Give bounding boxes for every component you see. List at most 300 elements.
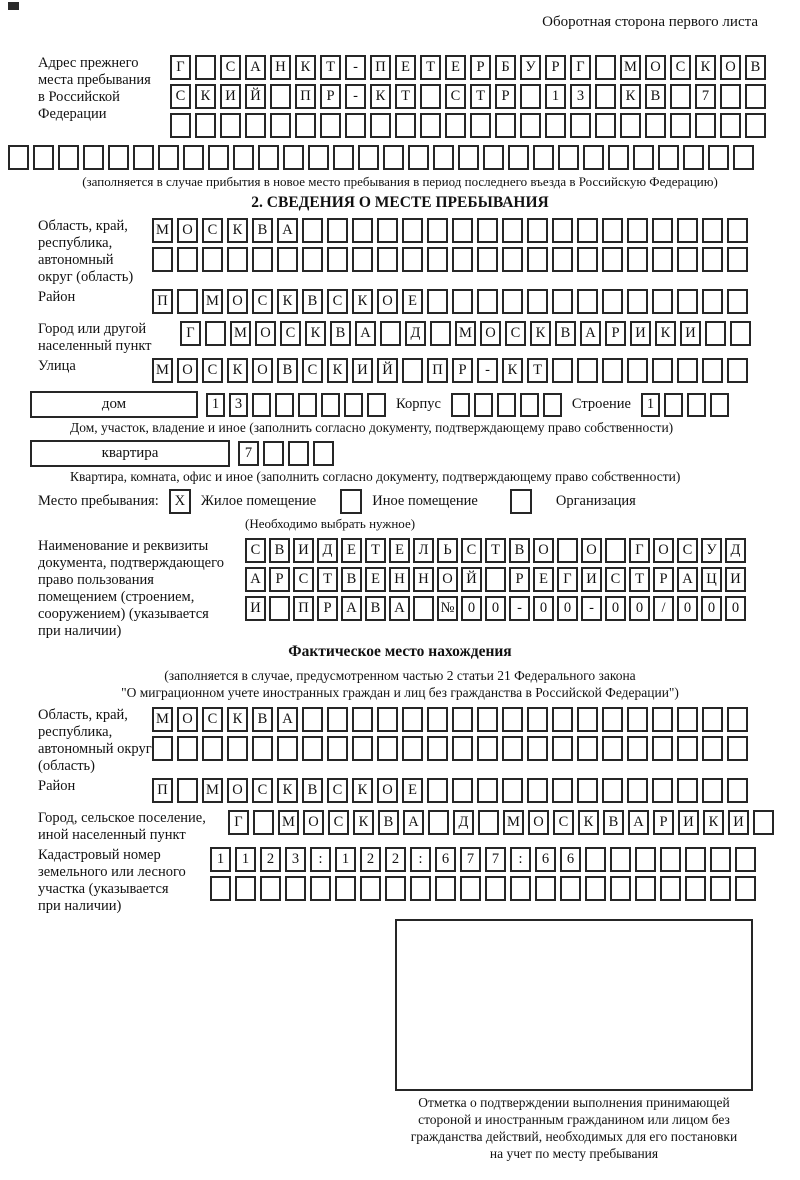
grid-cell: П bbox=[293, 596, 314, 621]
grid-cell bbox=[533, 145, 554, 170]
grid-cell bbox=[702, 736, 723, 761]
grid-cell: 2 bbox=[385, 847, 406, 872]
grid-cell: А bbox=[341, 596, 362, 621]
grid-cell: Т bbox=[420, 55, 441, 80]
grid-cell bbox=[430, 321, 451, 346]
grid-cell bbox=[410, 876, 431, 901]
grid-cell: А bbox=[245, 567, 266, 592]
grid-cell bbox=[652, 289, 673, 314]
grid-cell bbox=[577, 358, 598, 383]
grid-cell: О bbox=[533, 538, 554, 563]
grid-cell: С bbox=[220, 55, 241, 80]
grid-cell bbox=[727, 218, 748, 243]
grid-cell bbox=[380, 321, 401, 346]
grid-cell bbox=[344, 393, 363, 417]
grid-cell bbox=[477, 736, 498, 761]
fact-title: Фактическое место нахождения bbox=[288, 643, 512, 660]
grid-cell bbox=[210, 876, 231, 901]
mesto-note: (Необходимо выбрать нужное) bbox=[245, 516, 416, 531]
grid-cell: О bbox=[177, 218, 198, 243]
grid-cell bbox=[288, 441, 309, 466]
grid-cell bbox=[227, 736, 248, 761]
grid-cell bbox=[483, 145, 504, 170]
grid-cell bbox=[502, 707, 523, 732]
grid-cell bbox=[552, 218, 573, 243]
grid-cell bbox=[577, 707, 598, 732]
grid-cell: О bbox=[480, 321, 501, 346]
grid-cell bbox=[202, 736, 223, 761]
grid-cell bbox=[652, 247, 673, 272]
grid-cell: 3 bbox=[570, 84, 591, 109]
inoe-label: Иное помещение bbox=[372, 493, 478, 509]
grid-cell: Т bbox=[527, 358, 548, 383]
grid-cell: С bbox=[202, 707, 223, 732]
grid-cell: У bbox=[520, 55, 541, 80]
grid-cell bbox=[377, 707, 398, 732]
grid-cell: К bbox=[578, 810, 599, 835]
grid-cell bbox=[733, 145, 754, 170]
grid-cell: К bbox=[195, 84, 216, 109]
grid-cell bbox=[195, 55, 216, 80]
grid-cell: С bbox=[505, 321, 526, 346]
grid-cell bbox=[685, 876, 706, 901]
grid-cell: № bbox=[437, 596, 458, 621]
fact-note: (заполняется в случае, предусмотренном частью 2 статьи 21 Федерального закона "О миграционном учете иностранных граждан и лиц без гражданства в Российской Федерации") bbox=[121, 668, 679, 700]
grid-cell bbox=[495, 113, 516, 138]
grid-cell: В bbox=[330, 321, 351, 346]
grid-cell bbox=[610, 876, 631, 901]
grid-cell bbox=[677, 707, 698, 732]
grid-cell: Р bbox=[509, 567, 530, 592]
fact-raion-label: Район bbox=[38, 778, 76, 794]
grid-cell: К bbox=[305, 321, 326, 346]
grid-cell bbox=[552, 358, 573, 383]
grid-cell bbox=[508, 145, 529, 170]
grid-cell bbox=[727, 736, 748, 761]
grid-cell bbox=[277, 736, 298, 761]
grid-cell: С bbox=[461, 538, 482, 563]
grid-cell bbox=[452, 736, 473, 761]
grid-cell bbox=[302, 736, 323, 761]
grid-cell bbox=[310, 876, 331, 901]
grid-cell bbox=[727, 247, 748, 272]
grid-cell: С bbox=[302, 358, 323, 383]
grid-cell bbox=[702, 778, 723, 803]
grid-cell bbox=[235, 876, 256, 901]
grid-cell bbox=[195, 113, 216, 138]
grid-cell bbox=[727, 778, 748, 803]
grid-cell bbox=[520, 84, 541, 109]
grid-cell: Й bbox=[377, 358, 398, 383]
grid-cell: Р bbox=[317, 596, 338, 621]
grid-cell bbox=[320, 113, 341, 138]
grid-cell: А bbox=[277, 707, 298, 732]
grid-cell: Й bbox=[461, 567, 482, 592]
grid-cell bbox=[502, 289, 523, 314]
grid-cell bbox=[477, 247, 498, 272]
grid-cell: : bbox=[410, 847, 431, 872]
grid-cell: 1 bbox=[206, 393, 225, 417]
gorod-grid bbox=[180, 321, 751, 346]
grid-cell bbox=[433, 145, 454, 170]
grid-cell bbox=[735, 847, 756, 872]
grid-cell bbox=[527, 289, 548, 314]
grid-cell: С bbox=[245, 538, 266, 563]
grid-cell bbox=[183, 145, 204, 170]
grid-cell bbox=[474, 393, 493, 417]
grid-cell bbox=[670, 84, 691, 109]
grid-cell: К bbox=[620, 84, 641, 109]
grid-cell bbox=[452, 707, 473, 732]
grid-cell: С bbox=[605, 567, 626, 592]
grid-cell bbox=[627, 218, 648, 243]
kadastr-grid-2 bbox=[210, 876, 756, 901]
grid-cell bbox=[427, 218, 448, 243]
grid-cell: И bbox=[581, 567, 602, 592]
grid-cell bbox=[360, 876, 381, 901]
grid-cell bbox=[552, 289, 573, 314]
grid-cell: О bbox=[581, 538, 602, 563]
grid-cell bbox=[602, 289, 623, 314]
grid-cell: Б bbox=[495, 55, 516, 80]
grid-cell bbox=[327, 707, 348, 732]
grid-cell bbox=[477, 707, 498, 732]
grid-cell bbox=[420, 113, 441, 138]
grid-cell: М bbox=[202, 289, 223, 314]
grid-cell: Т bbox=[470, 84, 491, 109]
grid-cell bbox=[435, 876, 456, 901]
grid-cell bbox=[660, 847, 681, 872]
grid-cell bbox=[413, 596, 434, 621]
grid-cell: К bbox=[227, 358, 248, 383]
grid-cell: - bbox=[509, 596, 530, 621]
grid-cell: М bbox=[620, 55, 641, 80]
grid-cell bbox=[477, 778, 498, 803]
grid-cell bbox=[745, 113, 766, 138]
grid-cell bbox=[585, 847, 606, 872]
grid-cell: Е bbox=[395, 55, 416, 80]
grid-cell: П bbox=[370, 55, 391, 80]
grid-cell: Р bbox=[470, 55, 491, 80]
grid-cell: С bbox=[445, 84, 466, 109]
document-grid-2 bbox=[245, 567, 746, 592]
grid-cell bbox=[275, 393, 294, 417]
grid-cell bbox=[527, 218, 548, 243]
grid-cell: А bbox=[245, 55, 266, 80]
grid-cell bbox=[502, 736, 523, 761]
grid-cell bbox=[535, 876, 556, 901]
grid-cell: С bbox=[328, 810, 349, 835]
grid-cell bbox=[702, 358, 723, 383]
grid-cell bbox=[352, 736, 373, 761]
grid-cell bbox=[452, 289, 473, 314]
grid-cell: И bbox=[220, 84, 241, 109]
grid-cell: В bbox=[645, 84, 666, 109]
grid-cell bbox=[735, 876, 756, 901]
grid-cell bbox=[252, 247, 273, 272]
grid-cell bbox=[452, 778, 473, 803]
grid-cell: П bbox=[427, 358, 448, 383]
grid-cell: В bbox=[252, 707, 273, 732]
korpus-grid bbox=[451, 393, 562, 417]
oblast-grid-2 bbox=[152, 247, 748, 272]
grid-cell: М bbox=[455, 321, 476, 346]
kvartira-label-box: квартира bbox=[30, 440, 230, 467]
grid-cell: 0 bbox=[605, 596, 626, 621]
grid-cell: К bbox=[227, 218, 248, 243]
grid-cell bbox=[683, 145, 704, 170]
grid-cell bbox=[377, 736, 398, 761]
gorod-label: Город или другой населенный пункт bbox=[38, 321, 152, 354]
grid-cell bbox=[270, 84, 291, 109]
grid-cell bbox=[227, 247, 248, 272]
grid-cell bbox=[677, 778, 698, 803]
grid-cell bbox=[285, 876, 306, 901]
grid-cell: Е bbox=[341, 538, 362, 563]
grid-cell bbox=[177, 736, 198, 761]
grid-cell bbox=[608, 145, 629, 170]
grid-cell: Д bbox=[725, 538, 746, 563]
grid-cell: М bbox=[230, 321, 251, 346]
grid-cell: К bbox=[502, 358, 523, 383]
grid-cell bbox=[308, 145, 329, 170]
fact-oblast-grid-1 bbox=[152, 707, 748, 732]
grid-cell bbox=[220, 113, 241, 138]
grid-cell: Л bbox=[413, 538, 434, 563]
grid-cell bbox=[520, 393, 539, 417]
grid-cell bbox=[595, 55, 616, 80]
grid-cell: Е bbox=[389, 538, 410, 563]
grid-cell bbox=[352, 247, 373, 272]
grid-cell: О bbox=[645, 55, 666, 80]
grid-cell bbox=[635, 847, 656, 872]
fact-gorod-label: Город, сельское поселение, иной населенный пункт bbox=[38, 810, 206, 843]
grid-cell bbox=[497, 393, 516, 417]
grid-cell: Ц bbox=[701, 567, 722, 592]
grid-cell bbox=[560, 876, 581, 901]
grid-cell: 0 bbox=[725, 596, 746, 621]
grid-cell bbox=[152, 247, 173, 272]
grid-cell bbox=[527, 778, 548, 803]
grid-cell: 1 bbox=[545, 84, 566, 109]
grid-cell bbox=[252, 736, 273, 761]
stroenie-label: Строение bbox=[571, 396, 631, 412]
ulitsa-grid bbox=[152, 358, 748, 383]
grid-cell bbox=[702, 707, 723, 732]
grid-cell bbox=[377, 247, 398, 272]
grid-cell bbox=[345, 113, 366, 138]
grid-cell: 1 bbox=[335, 847, 356, 872]
grid-cell bbox=[570, 113, 591, 138]
grid-cell: О bbox=[177, 707, 198, 732]
prev-address-grid-3 bbox=[170, 113, 766, 138]
grid-cell bbox=[333, 145, 354, 170]
grid-cell: А bbox=[389, 596, 410, 621]
kvartira-note: Квартира, комната, офис и иное (заполнить согласно документу, подтверждающему право собственности) bbox=[70, 469, 681, 484]
grid-cell: К bbox=[353, 810, 374, 835]
grid-cell bbox=[377, 218, 398, 243]
grid-cell bbox=[8, 145, 29, 170]
grid-cell bbox=[452, 247, 473, 272]
grid-cell: Ь bbox=[437, 538, 458, 563]
grid-cell: 6 bbox=[535, 847, 556, 872]
grid-cell: А bbox=[277, 218, 298, 243]
grid-cell: Г bbox=[228, 810, 249, 835]
grid-cell bbox=[708, 145, 729, 170]
grid-cell bbox=[170, 113, 191, 138]
grid-cell bbox=[177, 778, 198, 803]
grid-cell bbox=[83, 145, 104, 170]
grid-cell: М bbox=[152, 358, 173, 383]
stroenie-grid bbox=[641, 393, 729, 417]
fact-oblast-row bbox=[38, 707, 800, 775]
grid-cell bbox=[402, 736, 423, 761]
ulitsa-row bbox=[38, 358, 800, 387]
grid-cell bbox=[710, 876, 731, 901]
grid-cell bbox=[577, 736, 598, 761]
fact-raion-row bbox=[38, 778, 800, 807]
grid-cell: М bbox=[152, 707, 173, 732]
grid-cell bbox=[177, 247, 198, 272]
grid-cell: М bbox=[503, 810, 524, 835]
document-grid-3 bbox=[245, 596, 746, 621]
grid-cell: 0 bbox=[533, 596, 554, 621]
grid-cell bbox=[321, 393, 340, 417]
grid-cell: К bbox=[695, 55, 716, 80]
grid-cell: - bbox=[345, 55, 366, 80]
dom-note: Дом, участок, владение и иное (заполнить согласно документу, подтверждающему право собственности) bbox=[70, 420, 674, 435]
grid-cell: О bbox=[377, 778, 398, 803]
grid-cell bbox=[260, 876, 281, 901]
grid-cell: Д bbox=[405, 321, 426, 346]
grid-cell bbox=[205, 321, 226, 346]
grid-cell: - bbox=[477, 358, 498, 383]
grid-cell: Е bbox=[445, 55, 466, 80]
page-side-note: Оборотная сторона первого листа bbox=[542, 14, 758, 30]
grid-cell: Г bbox=[629, 538, 650, 563]
grid-cell: К bbox=[227, 707, 248, 732]
grid-cell: В bbox=[745, 55, 766, 80]
grid-cell bbox=[478, 810, 499, 835]
grid-cell: П bbox=[295, 84, 316, 109]
grid-cell: В bbox=[603, 810, 624, 835]
oblast-label: Область, край, республика, автономный округ (область) bbox=[38, 218, 134, 285]
grid-cell bbox=[652, 736, 673, 761]
grid-cell: М bbox=[278, 810, 299, 835]
grid-cell bbox=[158, 145, 179, 170]
grid-cell bbox=[202, 247, 223, 272]
grid-cell: И bbox=[728, 810, 749, 835]
grid-cell: Е bbox=[402, 289, 423, 314]
grid-cell bbox=[652, 358, 673, 383]
grid-cell bbox=[327, 218, 348, 243]
grid-cell bbox=[527, 736, 548, 761]
grid-cell: С bbox=[202, 358, 223, 383]
grid-cell bbox=[402, 218, 423, 243]
grid-cell: И bbox=[630, 321, 651, 346]
grid-cell bbox=[335, 876, 356, 901]
grid-cell: В bbox=[555, 321, 576, 346]
fact-oblast-grid-2 bbox=[152, 736, 748, 761]
grid-cell bbox=[402, 247, 423, 272]
grid-cell: Р bbox=[605, 321, 626, 346]
grid-cell bbox=[645, 113, 666, 138]
grid-cell: 0 bbox=[557, 596, 578, 621]
grid-cell: С bbox=[170, 84, 191, 109]
korpus-label: Корпус bbox=[396, 396, 441, 412]
grid-cell bbox=[277, 247, 298, 272]
grid-cell bbox=[58, 145, 79, 170]
grid-cell: П bbox=[152, 289, 173, 314]
grid-cell bbox=[652, 218, 673, 243]
grid-cell: Н bbox=[413, 567, 434, 592]
grid-cell: Д bbox=[317, 538, 338, 563]
grid-cell: О bbox=[227, 289, 248, 314]
document-grid-1 bbox=[245, 538, 746, 563]
grid-cell bbox=[460, 876, 481, 901]
grid-cell: 7 bbox=[460, 847, 481, 872]
grid-cell bbox=[485, 876, 506, 901]
fact-raion-grid bbox=[152, 778, 748, 803]
grid-cell bbox=[727, 707, 748, 732]
grid-cell bbox=[458, 145, 479, 170]
grid-cell: С bbox=[252, 289, 273, 314]
grid-cell bbox=[427, 247, 448, 272]
grid-cell bbox=[552, 247, 573, 272]
grid-cell: Т bbox=[317, 567, 338, 592]
grid-cell bbox=[710, 393, 729, 417]
prev-address-grid-2 bbox=[170, 84, 766, 109]
stamp-area bbox=[395, 919, 753, 1162]
grid-cell bbox=[658, 145, 679, 170]
grid-cell bbox=[270, 113, 291, 138]
grid-cell bbox=[610, 847, 631, 872]
grid-cell bbox=[627, 778, 648, 803]
grid-cell bbox=[702, 218, 723, 243]
grid-cell: 6 bbox=[560, 847, 581, 872]
grid-cell bbox=[543, 393, 562, 417]
grid-cell bbox=[627, 707, 648, 732]
grid-cell: В bbox=[341, 567, 362, 592]
grid-cell bbox=[152, 736, 173, 761]
grid-cell bbox=[577, 218, 598, 243]
grid-cell: О bbox=[255, 321, 276, 346]
grid-cell bbox=[427, 707, 448, 732]
grid-cell bbox=[485, 567, 506, 592]
kadastr-grid-1 bbox=[210, 847, 756, 872]
grid-cell bbox=[577, 778, 598, 803]
grid-cell bbox=[245, 113, 266, 138]
grid-cell bbox=[302, 247, 323, 272]
grid-cell: С bbox=[327, 289, 348, 314]
grid-cell bbox=[702, 289, 723, 314]
grid-cell bbox=[677, 218, 698, 243]
grid-cell: А bbox=[403, 810, 424, 835]
grid-cell: О bbox=[252, 358, 273, 383]
grid-cell: А bbox=[355, 321, 376, 346]
grid-cell: Т bbox=[365, 538, 386, 563]
prev-address-row bbox=[38, 55, 800, 142]
grid-cell bbox=[720, 84, 741, 109]
grid-cell: О bbox=[528, 810, 549, 835]
grid-cell: К bbox=[295, 55, 316, 80]
grid-cell bbox=[605, 538, 626, 563]
grid-cell: Г bbox=[170, 55, 191, 80]
grid-cell bbox=[720, 113, 741, 138]
grid-cell bbox=[602, 218, 623, 243]
grid-cell: К bbox=[655, 321, 676, 346]
grid-cell: 6 bbox=[435, 847, 456, 872]
